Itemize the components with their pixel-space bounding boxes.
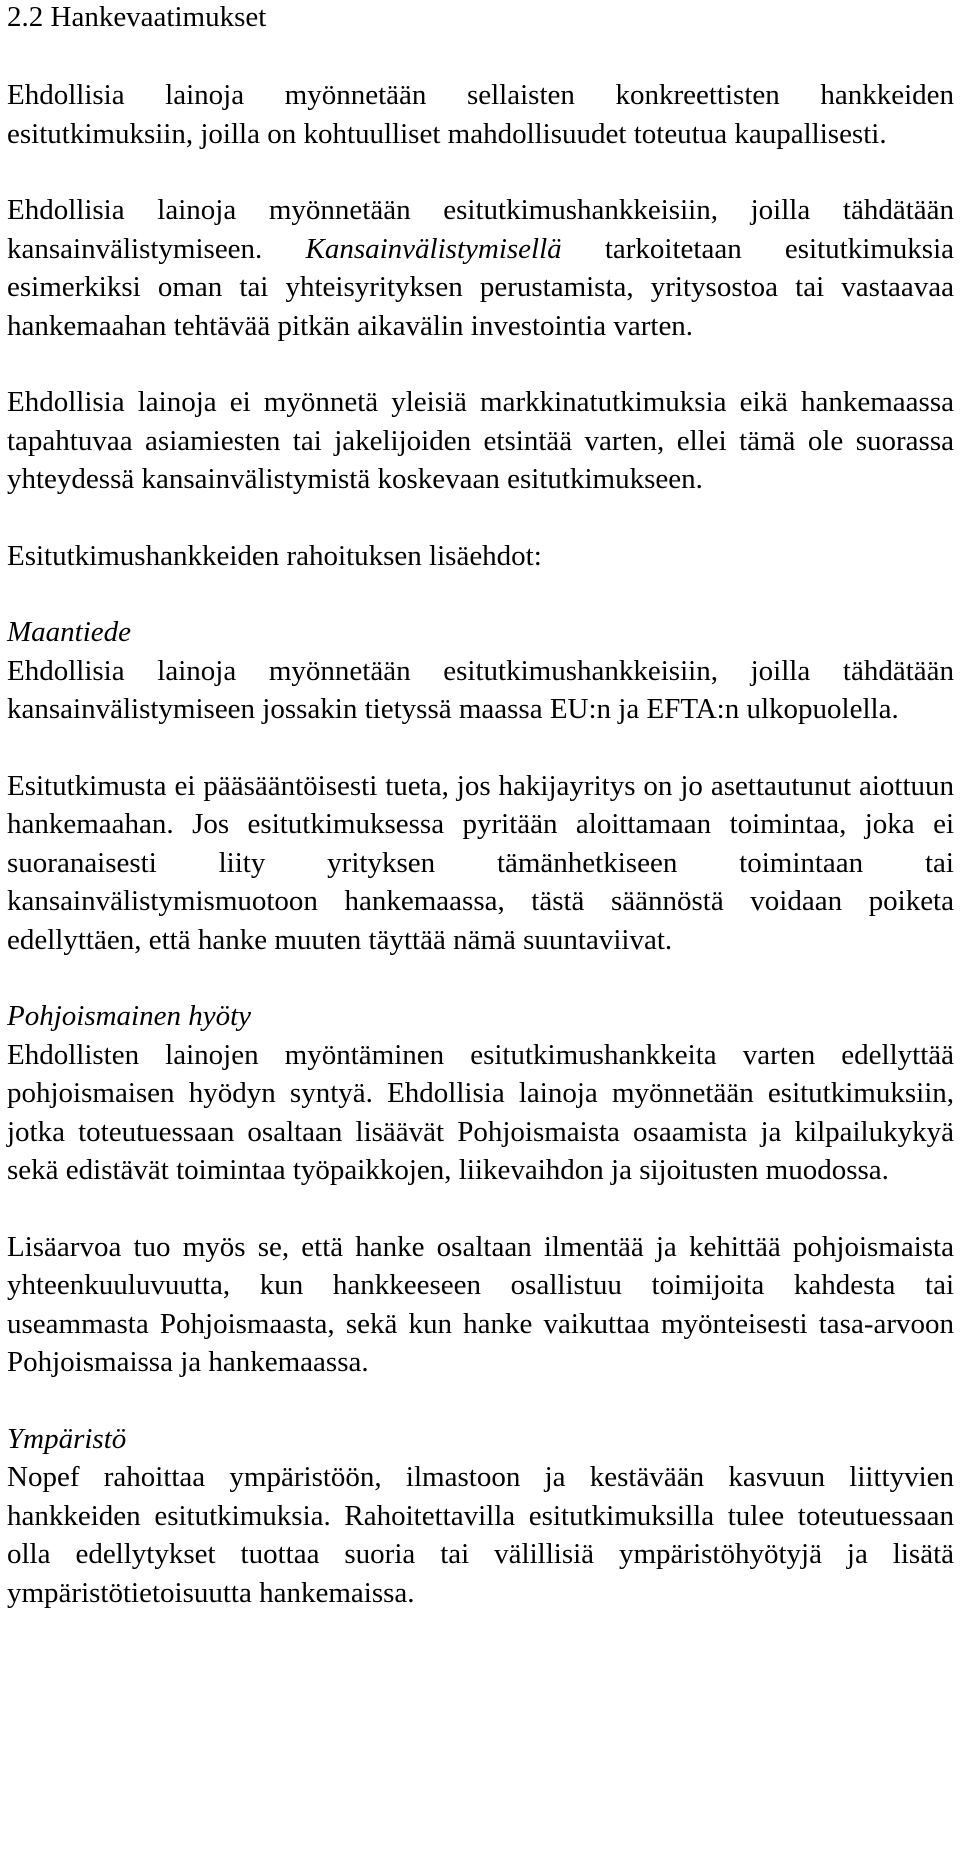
spacer [7, 959, 954, 997]
paragraph-text: Ehdollisia lainoja myönnetään esitutkimushankkeisiin, joilla tähdätään kansainvälistymiseen. [7, 194, 954, 265]
spacer [7, 499, 954, 537]
paragraph-exclusions: Ehdollisia lainoja ei myönnetä yleisiä markkinatutkimuksia eikä hankemaassa tapahtuvaa asiamiesten tai jakelijoiden etsintää varten, ellei tämä ole suorassa yhteydessä kansainvälistymistä koskevaan esitutkimukseen. [7, 386, 954, 495]
paragraph-text: tarkoitetaan esitutkimuksia esimerkiksi oman tai yhteisyrityksen perustamista, yritysostoa tai vastaavaa hankemaahan tehtävää pitkän aikavälin investointia varten. [7, 232, 955, 342]
spacer [7, 1190, 954, 1228]
spacer [7, 729, 954, 767]
paragraph-maantiede-2: Esitutkimusta ei pääsääntöisesti tueta, jos hakijayritys on jo asettautunut aiottuun hankemaahan. Jos esitutkimuksessa pyritään aloittamaan toimintaa, joka ei suoranaisesti liity yrityksen tämänhetkiseen toimintaan tai kansainvälistymismuotoon hankemaassa, tästä säännöstä voidaan poiketa edellyttäen, että hanke muuten täyttää nämä suuntaviivat. [7, 769, 954, 956]
subheading-pohjoismainen-hyoty: Pohjoismainen hyöty [7, 1000, 252, 1032]
subheading-maantiede: Maantiede [7, 616, 132, 648]
emphasized-term: Kansainvälistymisellä [305, 232, 562, 265]
spacer [7, 1382, 954, 1420]
paragraph-pohjoismainen-2: Lisäarvoa tuo myös se, että hanke osaltaan ilmentää ja kehittää pohjoismaista yhteenkuuluvuutta, kun hankkeeseen osallistuu toimijoita kahdesta tai useammasta Pohjoismaasta, sekä kun hanke vaikuttaa myönteisesti tasa-arvoon Pohjoismaissa ja hankemaassa. [7, 1230, 954, 1378]
paragraph-concrete-projects: Ehdollisia lainoja myönnetään sellaisten konkreettisten hankkeiden esitutkimuksiin, joilla on kohtuulliset mahdollisuudet toteutua kaupallisesti. [7, 79, 954, 150]
paragraph-ymparisto-1: Nopef rahoittaa ympäristöön, ilmastoon ja kestävään kasvuun liittyvien hankkeiden esitutkimuksia. Rahoitettavilla esitutkimuksilla tulee toteutuessaan olla edellytykset tuottaa suoria tai välillisiä ympäristöhyötyjä ja lisätä ympäristötietoisuutta hankemaissa. [7, 1461, 954, 1609]
subheading-ymparisto: Ympäristö [7, 1422, 127, 1455]
spacer [7, 153, 954, 191]
section-heading: 2.2 Hankevaatimukset [7, 1, 267, 33]
spacer [7, 575, 954, 613]
paragraph-maantiede-1: Ehdollisia lainoja myönnetään esitutkimushankkeisiin, joilla tähdätään kansainvälistymiseen jossakin tietyssä maassa EU:n ja EFTA:n ulkopuolella. [7, 654, 954, 725]
spacer [7, 345, 954, 383]
paragraph-additional-conditions: Esitutkimushankkeiden rahoituksen lisäehdot: [7, 539, 542, 572]
paragraph-pohjoismainen-1: Ehdollisten lainojen myöntäminen esitutkimushankkeita varten edellyttää pohjoismaisen hyödyn syntyä. Ehdollisia lainoja myönnetään esitutkimuksiin, jotka toteutuessaan osaltaan lisäävät Pohjoismaista osaamista ja kilpailukykyä sekä edistävät toimintaa työpaikkojen, liikevaihdon ja sijoitusten muodossa. [7, 1038, 954, 1186]
spacer [7, 34, 954, 76]
paragraph-internationalisation [7, 191, 954, 345]
